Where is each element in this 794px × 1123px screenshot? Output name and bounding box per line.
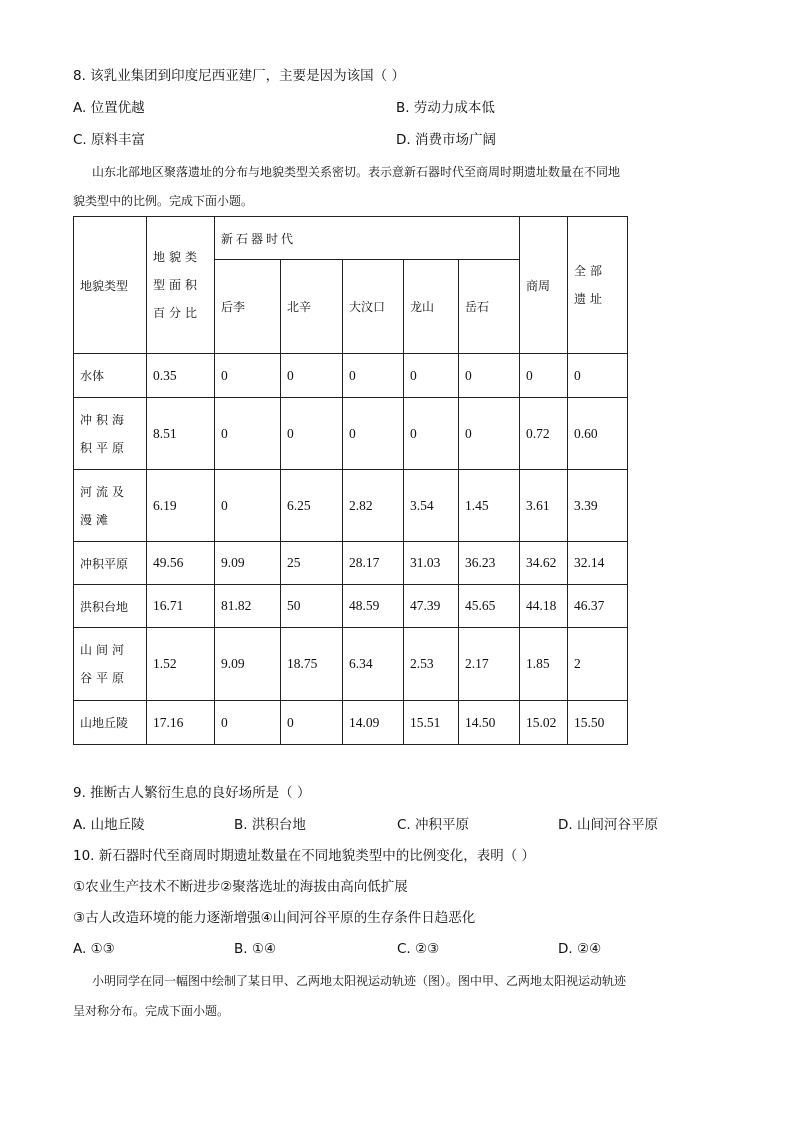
table-cell: 47.39: [404, 585, 459, 628]
table-cell: 2.82: [343, 470, 404, 542]
q8-option-d: D. 消费市场广阔: [396, 132, 496, 148]
table-cell: 17.16: [147, 701, 215, 745]
table-cell: 0: [343, 354, 404, 398]
row-label: 山间河谷平原: [74, 628, 147, 701]
header-all-sites: 全部遗址: [568, 217, 628, 354]
header-period: 大汶口: [343, 260, 404, 354]
table-cell: 0: [281, 354, 343, 398]
table-cell: 36.23: [459, 542, 520, 585]
header-period: 岳石: [459, 260, 520, 354]
table-cell: 9.09: [215, 628, 281, 701]
q10-option-a: A. ①③: [73, 941, 115, 957]
table-row: [74, 354, 628, 398]
table-cell: 25: [281, 542, 343, 585]
table-cell: 16.71: [147, 585, 215, 628]
table-cell: 2.53: [404, 628, 459, 701]
table-cell: 1.52: [147, 628, 215, 701]
header-shang-zhou: 商周: [520, 217, 568, 354]
table-cell: 0: [459, 354, 520, 398]
header-period: 龙山: [404, 260, 459, 354]
table-cell: 8.51: [147, 398, 215, 470]
intro-paragraph-line: 山东北部地区聚落遗址的分布与地貌类型关系密切。表示意新石器时代至商周时期遗址数量在不同地: [92, 165, 621, 179]
q8-option-c: C. 原料丰富: [73, 132, 146, 148]
q9-stem: 9. 推断古人繁衍生息的良好场所是（ ）: [73, 785, 311, 801]
table-cell: 28.17: [343, 542, 404, 585]
table-cell: 6.34: [343, 628, 404, 701]
row-label: 冲积平原: [74, 542, 147, 585]
table-cell: 0: [459, 398, 520, 470]
table-cell: 45.65: [459, 585, 520, 628]
table-cell: 6.25: [281, 470, 343, 542]
table-cell: 32.14: [568, 542, 628, 585]
q9-option-b: B. 洪积台地: [234, 817, 306, 833]
table-cell: 2.17: [459, 628, 520, 701]
row-label: 洪积台地: [74, 585, 147, 628]
q9-option-c: C. 冲积平原: [397, 817, 470, 833]
table-row: [74, 398, 628, 470]
table-cell: 0: [520, 354, 568, 398]
table-cell: 15.50: [568, 701, 628, 745]
table-cell: 50: [281, 585, 343, 628]
table-cell: 0: [215, 398, 281, 470]
header-period: 后李: [215, 260, 281, 354]
table-cell: 14.09: [343, 701, 404, 745]
q8-stem: 8. 该乳业集团到印度尼西亚建厂，主要是因为该国（ ）: [73, 68, 405, 84]
table-cell: 1.85: [520, 628, 568, 701]
table-cell: 1.45: [459, 470, 520, 542]
table-cell: 0.35: [147, 354, 215, 398]
table-row: [74, 542, 628, 585]
q8-option-a: A. 位置优越: [73, 100, 145, 116]
q10-option-d: D. ②④: [558, 941, 602, 957]
table-cell: 3.61: [520, 470, 568, 542]
table-cell: 15.51: [404, 701, 459, 745]
table-cell: 3.39: [568, 470, 628, 542]
q10-statement-line: ③古人改造环境的能力逐渐增强④山间河谷平原的生存条件日趋恶化: [73, 910, 476, 926]
table-cell: 0.60: [568, 398, 628, 470]
table-cell: 0: [404, 354, 459, 398]
table-cell: 2: [568, 628, 628, 701]
q9-option-d: D. 山间河谷平原: [558, 817, 658, 833]
table-row: [74, 470, 628, 542]
row-label: 河流及漫滩: [74, 470, 147, 542]
q10-option-c: C. ②③: [397, 941, 440, 957]
intro-paragraph-line: 小明同学在同一幅图中绘制了某日甲、乙两地太阳视运动轨迹（图）。图中甲、乙两地太阳视运动轨迹: [92, 974, 627, 988]
q9-option-a: A. 山地丘陵: [73, 817, 145, 833]
table-cell: 0: [281, 398, 343, 470]
q8-option-b: B. 劳动力成本低: [396, 100, 495, 116]
q10-stem: 10. 新石器时代至商周时期遗址数量在不同地貌类型中的比例变化，表明（ ）: [73, 848, 536, 864]
table-row: [74, 628, 628, 701]
intro-paragraph-line: 貌类型中的比例。完成下面小题。: [73, 194, 254, 208]
table-cell: 34.62: [520, 542, 568, 585]
header-area-percent: 地貌类型面积百分比: [147, 217, 215, 354]
table-cell: 49.56: [147, 542, 215, 585]
table-cell: 48.59: [343, 585, 404, 628]
table-cell: 0: [281, 701, 343, 745]
table-cell: 6.19: [147, 470, 215, 542]
table-cell: 0: [215, 470, 281, 542]
table-cell: 31.03: [404, 542, 459, 585]
table-cell: 0: [343, 398, 404, 470]
row-label: 冲积海积平原: [74, 398, 147, 470]
table-cell: 18.75: [281, 628, 343, 701]
intro-paragraph-line: 呈对称分布。完成下面小题。: [73, 1004, 230, 1018]
table-cell: 14.50: [459, 701, 520, 745]
table-cell: 0: [404, 398, 459, 470]
table-cell: 15.02: [520, 701, 568, 745]
landform-site-table: [73, 216, 628, 745]
table-cell: 0.72: [520, 398, 568, 470]
row-label: 水体: [74, 354, 147, 398]
q10-statement-line: ①农业生产技术不断进步②聚落选址的海拔由高向低扩展: [73, 879, 408, 895]
table-cell: 0: [568, 354, 628, 398]
header-period: 北辛: [281, 260, 343, 354]
table-cell: 0: [215, 354, 281, 398]
table-row: [74, 585, 628, 628]
table-cell: 9.09: [215, 542, 281, 585]
header-landform: 地貌类型: [74, 217, 147, 354]
header-neolithic: 新石器时代: [215, 217, 520, 260]
table-cell: 3.54: [404, 470, 459, 542]
table-row: [74, 701, 628, 745]
table-cell: 0: [215, 701, 281, 745]
table-cell: 81.82: [215, 585, 281, 628]
table-cell: 46.37: [568, 585, 628, 628]
q10-option-b: B. ①④: [234, 941, 277, 957]
row-label: 山地丘陵: [74, 701, 147, 745]
table-cell: 44.18: [520, 585, 568, 628]
